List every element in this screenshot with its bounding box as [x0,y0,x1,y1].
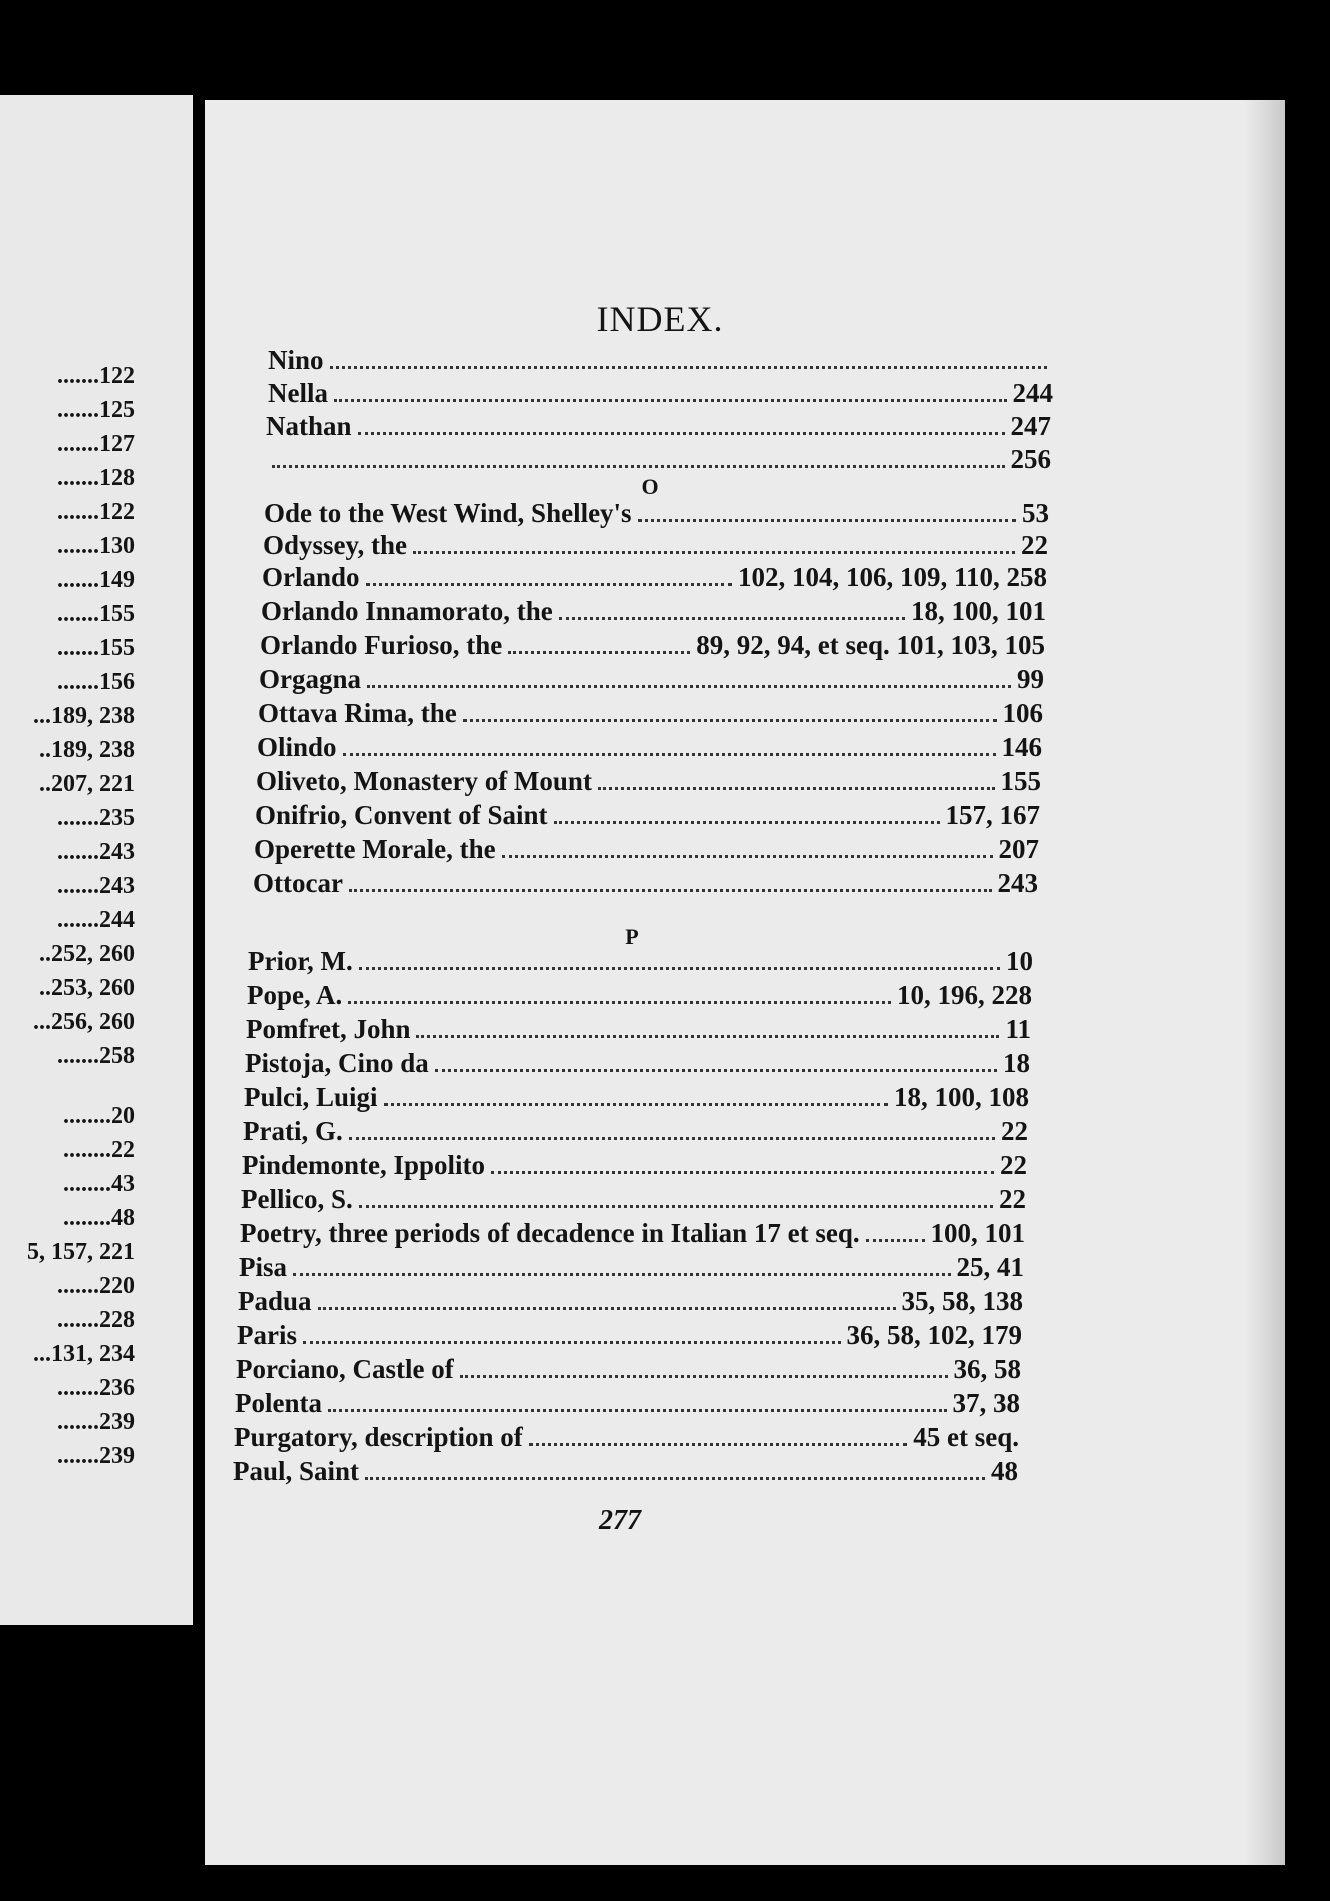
index-entry: Pulci, Luigi 18, 100, 108 [244,1082,1029,1112]
index-entry: Pistoja, Cino da 18 [245,1048,1030,1078]
index-entry: Padua 35, 58, 138 [238,1286,1023,1316]
left-index-fragment: .......243 [57,873,135,899]
left-index-fragment: .......236 [57,1375,135,1401]
section-letter: O [641,474,659,499]
index-entry: Olindo 146 [257,732,1042,762]
section-letter: P [625,924,639,949]
index-entry: Nella 244 [268,378,1053,408]
index-entry: Odyssey, the 22 [263,530,1048,560]
index-entry: Paris 36, 58, 102, 179 [237,1320,1022,1350]
index-entry: Orlando 102, 104, 106, 109, 110, 258 [262,562,1047,592]
index-entry: Pellico, S. 22 [241,1184,1026,1214]
left-index-fragment: .......220 [57,1273,135,1299]
left-index-fragment: .......244 [57,907,135,933]
left-index-fragment: ...256, 260 [33,1009,135,1035]
left-index-fragment: .......239 [57,1443,135,1469]
index-entry: Ode to the West Wind, Shelley's 53 [264,498,1049,528]
index-entry: Orlando Innamorato, the 18, 100, 101 [261,596,1046,626]
index-entry: Purgatory, description of 45 et seq. [234,1422,1019,1452]
left-index-fragment: .......125 [57,397,135,423]
index-entry: Paul, Saint 48 [233,1456,1018,1486]
index-entry: Pisa 25, 41 [239,1252,1024,1282]
left-index-fragment: .......122 [57,363,135,389]
left-index-fragment: .......243 [57,839,135,865]
page-number: 277 [599,1505,641,1536]
left-index-fragment: ..252, 260 [39,941,135,967]
left-index-fragment: .......149 [57,567,135,593]
left-page [0,95,193,1625]
index-entry: Prati, G. 22 [243,1116,1028,1146]
index-entry: Pope, A. 10, 196, 228 [247,980,1032,1010]
index-entry: Pomfret, John 11 [246,1014,1031,1044]
left-index-fragment: .......228 [57,1307,135,1333]
left-index-fragment: ..253, 260 [39,975,135,1001]
left-index-fragment: .......155 [57,601,135,627]
index-entry: Poetry, three periods of decadence in Italian 17 et seq. 100, 101 [240,1218,1025,1248]
left-index-fragment: .......155 [57,635,135,661]
index-entry: Nino [268,345,1053,377]
left-index-fragment: .......128 [57,465,135,491]
left-index-fragment: ..189, 238 [39,737,135,763]
index-entry: Onifrio, Convent of Saint 157, 167 [255,800,1040,830]
left-index-fragment: ........43 [63,1171,135,1197]
index-entry: Ottava Rima, the 106 [258,698,1043,728]
index-title: INDEX. [596,299,724,339]
index-entry: Orgagna 99 [259,664,1044,694]
left-index-fragment: .......258 [57,1043,135,1069]
index-entry: Nathan 247 [266,411,1051,441]
left-index-fragment: .......127 [57,431,135,457]
left-index-fragment: ...131, 234 [33,1341,135,1367]
left-index-fragment: ........48 [63,1205,135,1231]
left-index-fragment: ........20 [63,1103,135,1129]
index-entry: Orlando Furioso, the 89, 92, 94, et seq. 101, 103, 105 [260,630,1045,660]
left-index-fragment: .......235 [57,805,135,831]
index-entry: Oliveto, Monastery of Mount 155 [256,766,1041,796]
index-entry: Pindemonte, Ippolito 22 [242,1150,1027,1180]
index-entry: Operette Morale, the 207 [254,834,1039,864]
index-entry: Ottocar 243 [253,868,1038,898]
index-entry: Polenta 37, 38 [235,1388,1020,1418]
left-index-fragment: ..207, 221 [39,771,135,797]
left-index-fragment: .......239 [57,1409,135,1435]
left-index-fragment: .......156 [57,669,135,695]
index-entry: Prior, M. 10 [248,946,1033,976]
index-entry: Porciano, Castle of 36, 58 [236,1354,1021,1384]
left-index-fragment: .......122 [57,499,135,525]
left-index-fragment: 5, 157, 221 [27,1239,135,1265]
left-index-fragment: .......130 [57,533,135,559]
left-index-fragment: ...189, 238 [33,703,135,729]
left-index-fragment: ........22 [63,1137,135,1163]
index-entry: 256 [266,444,1051,476]
